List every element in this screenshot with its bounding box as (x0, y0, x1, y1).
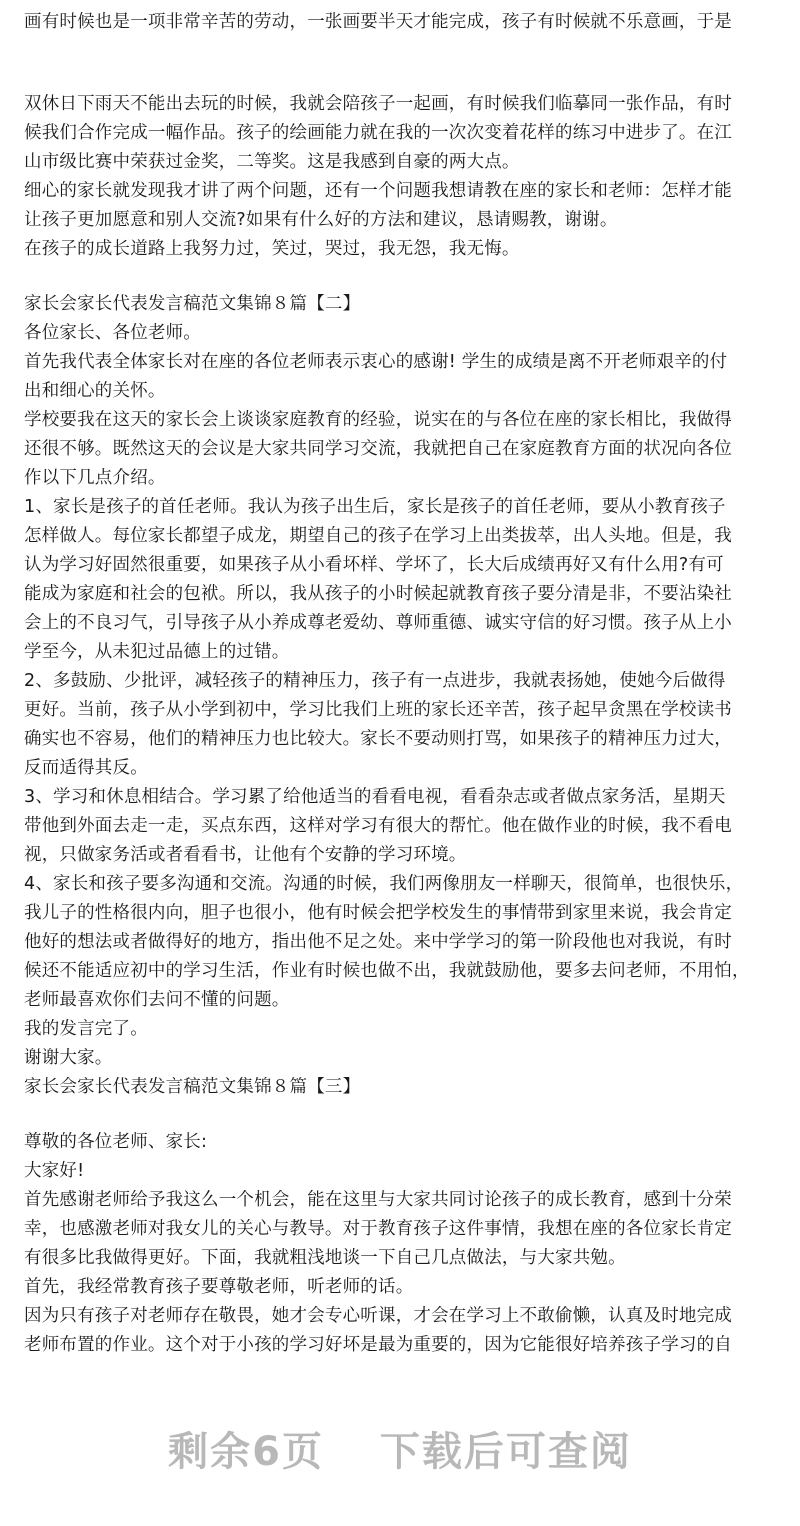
section-heading-3: 尊敬的各位老师、家长: (24, 1132, 208, 1152)
text-line: 带他到外面去走一走，买点东西，这样对学习有很大的帮忙。他在做作业的时候，我不看电 (24, 816, 732, 836)
text-line: 反而适得其反。 (24, 758, 148, 778)
text-line: 他好的想法或者做得好的地方，指出他不足之处。来中学学习的第一阶段他也对我说，有时 (24, 932, 732, 952)
remaining-pages-label: 剩余6页 (168, 1429, 324, 1475)
text-line: 幸，也感激老师对我女儿的关心与教导。对于教育孩子这件事情，我想在座的各位家长肯定 (24, 1219, 732, 1239)
text-line: 1、家长是孩子的首任老师。我认为孩子出生后，家长是孩子的首任老师，要从小教育孩子 (24, 497, 726, 517)
text-line: 更好。当前，孩子从小学到初中，学习比我们上班的家长还辛苦，孩子起早贪黑在学校读书 (24, 700, 732, 720)
text-line: 在孩子的成长道路上我努力过，笑过，哭过，我无怨，我无悔。 (24, 239, 520, 259)
text-line: 确实也不容易，他们的精神压力也比较大。家长不要动则打骂，如果孩子的精神压力过大， (24, 729, 732, 749)
text-line: 出和细心的关怀。 (24, 381, 166, 401)
text-line: 让孩子更加愿意和别人交流?如果有什么好的方法和建议，恳请赐教，谢谢。 (24, 210, 618, 230)
text-line: 双休日下雨天不能出去玩的时候，我就会陪孩子一起画，有时候我们临摹同一张作品，有时 (24, 94, 732, 114)
text-line: 首先感谢老师给予我这么一个机会，能在这里与大家共同讨论孩子的成长教育，感到十分荣 (24, 1190, 732, 1210)
text-line: 2、多鼓励、少批评，减轻孩子的精神压力，孩子有一点进步，我就表扬她，使她今后做得 (24, 671, 726, 691)
text-line: 候我们合作完成一幅作品。孩子的绘画能力就在我的一次次变着花样的练习中进步了。在江 (24, 123, 732, 143)
text-line: 细心的家长就发现我才讲了两个问题，还有一个问题我想请教在座的家长和老师：怎样才能 (24, 181, 732, 201)
text-line: 认为学习好固然很重要，如果孩子从小看坏样、学坏了，长大后成绩再好又有什么用?有可 (24, 555, 724, 575)
text-line: 首先我代表全体家长对在座的各位老师表示衷心的感谢! 学生的成绩是离不开老师艰辛的付 (24, 352, 728, 372)
text-line: 学校要我在这天的家长会上谈谈家庭教育的经验，说实在的与各位在座的家长相比，我做得 (24, 410, 732, 430)
text-line: 首先，我经常教育孩子要尊敬老师，听老师的话。 (24, 1277, 414, 1297)
text-line: 学至今，从未犯过品德上的过错。 (24, 642, 290, 662)
text-line: 画有时候也是一项非常辛苦的劳动，一张画要半天才能完成，孩子有时候就不乐意画，于是 (24, 12, 732, 32)
text-line: 能成为家庭和社会的包袱。所以，我从孩子的小时候起就教育孩子要分清是非，不要沾染社 (24, 584, 732, 604)
text-line: 会上的不良习气，引导孩子从小养成尊老爱幼、尊师重德、诚实守信的好习惯。孩子从上小 (24, 613, 732, 633)
download-to-view-label: 下载后可查阅 (379, 1429, 632, 1475)
text-line: 有很多比我做得更好。下面，我就粗浅地谈一下自己几点做法，与大家共勉。 (24, 1248, 626, 1268)
text-line: 候还不能适应初中的学习生活，作业有时候也做不出，我就鼓励他，要多去问老师，不用怕， (24, 961, 750, 981)
text-line: 大家好! (24, 1161, 85, 1181)
remaining-pages-banner[interactable] (0, 1420, 800, 1484)
text-line: 视，只做家务活或者看看书，让他有个安静的学习环境。 (24, 845, 467, 865)
text-line: 怎样做人。每位家长都望子成龙，期望自己的孩子在学习上出类拔萃，出人头地。但是，我 (24, 526, 732, 546)
text-line: 还很不够。既然这天的会议是大家共同学习交流，我就把自己在家庭教育方面的状况向各位 (24, 439, 732, 459)
text-line: 作以下几点介绍。 (24, 468, 166, 488)
text-line: 山市级比赛中荣获过金奖，二等奖。这是我感到自豪的两大点。 (24, 152, 520, 172)
text-line: 各位家长、各位老师。 (24, 323, 201, 343)
text-line: 我儿子的性格很内向，胆子也很小，他有时候会把学校发生的事情带到家里来说，我会肯定 (24, 903, 732, 923)
text-line: 4、家长和孩子要多沟通和交流。沟通的时候，我们两像朋友一样聊天，很简单，也很快乐， (24, 874, 744, 894)
section-heading-2: 家长会家长代表发言稿范文集锦８篇【二】 (24, 294, 361, 314)
text-line: 家长会家长代表发言稿范文集锦８篇【三】 (24, 1077, 361, 1097)
text-line: 3、学习和休息相结合。学习累了给他适当的看看电视，看看杂志或者做点家务活，星期天 (24, 787, 726, 807)
text-line: 我的发言完了。 (24, 1019, 148, 1039)
text-line: 因为只有孩子对老师存在敬畏，她才会专心听课，才会在学习上不敢偷懒，认真及时地完成 (24, 1306, 732, 1326)
text-line: 老师布置的作业。这个对于小孩的学习好坏是最为重要的，因为它能很好培养孩子学习的自 (24, 1335, 732, 1355)
text-line: 老师最喜欢你们去问不懂的问题。 (24, 990, 290, 1010)
text-line: 谢谢大家。 (24, 1048, 113, 1068)
